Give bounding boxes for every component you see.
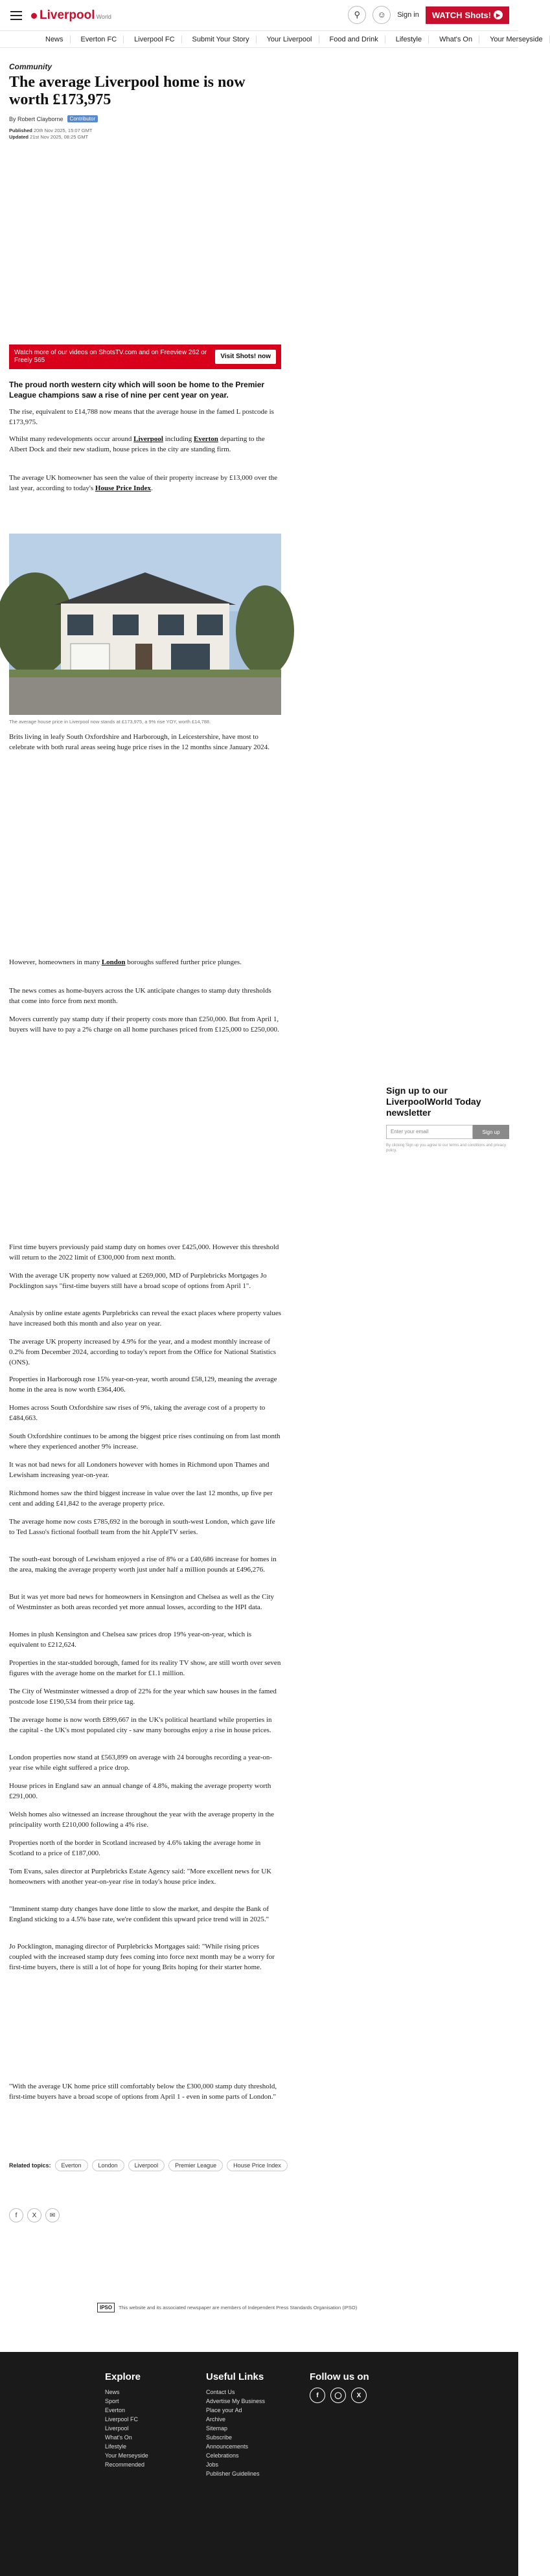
footer-link[interactable]: Recommended xyxy=(105,2461,145,2468)
article-headline: The average Liverpool home is now worth £173,975 xyxy=(9,74,246,108)
liverpool-link[interactable]: Liverpool xyxy=(133,435,163,443)
footer-link[interactable]: Archive xyxy=(206,2416,226,2423)
nav-item[interactable]: Your Liverpool xyxy=(267,36,319,43)
paragraph: The south-east borough of Lewisham enjoyed a rise of 8% or a £40,686 increase for homes in the area, making the average property worth just under half a million pounds at £496,276. xyxy=(9,1555,277,1574)
footer-link[interactable]: Announcements xyxy=(206,2443,249,2450)
menu-icon[interactable] xyxy=(10,11,22,20)
paragraph: Properties north of the border in Scotland increased by 4.6% taking the average home in Scotland to a price of £187,000. xyxy=(9,1839,261,1857)
paragraph: Welsh homes also witnessed an increase throughout the year with the average property in the principality worth £210,000 following a 4% rise. xyxy=(9,1811,275,1829)
email-share-icon[interactable]: ✉ xyxy=(45,2208,60,2222)
paragraph: House prices in England saw an annual change of 4.8%, making the average property worth £291,000. xyxy=(9,1782,271,1800)
paragraph: Brits living in leafy South Oxfordshire and Harborough, in Leicestershire, have most to celebrate with both rural areas seeing huge price rises in the 12 months since January 2024. xyxy=(9,733,269,751)
promo-text: Watch more of our videos on ShotsTV.com and on Freeview 262 or Freely 565 xyxy=(14,349,207,364)
paragraph: The average UK homeowner has seen the value of their property increase by £13,000 over the last year, according to today's House Price Index. xyxy=(9,474,278,492)
play-icon: ▶ xyxy=(494,10,503,19)
paragraph: It was not bad news for all Londoners however with homes in Richmond upon Thames and Lewisham increasing year-on-year. xyxy=(9,1461,269,1479)
paragraph: First time buyers previously paid stamp duty on homes over £425,000. However this threshold will return to the 2022 limit of £300,000 from next month. xyxy=(9,1243,279,1261)
photo-caption: The average house price in Liverpool now stands at £173,975, a 9% rise YOY, worth £14,788. xyxy=(9,719,211,725)
logo-sub: World xyxy=(96,13,111,20)
facebook-share-icon[interactable]: f xyxy=(9,2208,23,2222)
everton-link[interactable]: Everton xyxy=(194,435,218,443)
footer-link[interactable]: Jobs xyxy=(206,2461,219,2468)
london-link[interactable]: London xyxy=(101,958,126,966)
footer-link[interactable]: Publisher Guidelines xyxy=(206,2470,260,2477)
paragraph: Properties in Harborough rose 15% year-on-year, worth around £58,129, meaning the average home in the area is now worth £364,406. xyxy=(9,1375,277,1394)
sign-in-link[interactable]: Sign in xyxy=(397,11,419,19)
footer-link[interactable]: Celebrations xyxy=(206,2452,239,2459)
footer-link[interactable]: News xyxy=(105,2389,120,2395)
footer-link[interactable]: Everton xyxy=(105,2407,126,2413)
footer-link[interactable]: Sport xyxy=(105,2398,119,2404)
search-icon[interactable]: ⚲ xyxy=(348,6,366,24)
newsletter-title: Sign up to our LiverpoolWorld Today newsletter xyxy=(386,1085,481,1118)
paragraph: Movers currently pay stamp duty if their property costs more than £250,000. But from April 1, buyers will have to pay a 2% charge on all home purchases priced from £125,000 to £250,000. xyxy=(9,1015,279,1034)
section-label[interactable]: Community xyxy=(9,62,52,71)
footer-link[interactable]: Liverpool xyxy=(105,2425,129,2432)
watch-brand: Shots! xyxy=(464,10,491,20)
x-share-icon[interactable]: X xyxy=(27,2208,41,2222)
article-header xyxy=(9,62,281,141)
footer-follow-title: Follow us on xyxy=(310,2371,369,2382)
published-date: 20th Nov 2025, 15:07 GMT xyxy=(33,128,93,133)
logo-main: Liverpool xyxy=(40,8,95,22)
nav-item[interactable]: Everton FC xyxy=(81,36,124,43)
ipso-text: This website and its associated newspaper are members of Independent Press Standards Organisation (IPSO) xyxy=(119,2305,358,2310)
top-bar xyxy=(0,0,518,31)
newsletter-signup-button[interactable]: Sign up xyxy=(473,1125,509,1139)
paragraph: London properties now stand at £563,899 on average with 24 boroughs recording a year-on-year rise while eight suffered a price drop. xyxy=(9,1754,273,1772)
updated-label: Updated xyxy=(9,134,29,140)
updated-date: 21st Nov 2025, 08:25 GMT xyxy=(30,134,89,140)
footer-link[interactable]: Subscribe xyxy=(206,2434,233,2441)
paragraph: However, homeowners in many London boroughs suffered further price plunges. xyxy=(9,958,242,966)
nav-item[interactable]: Liverpool FC xyxy=(134,36,181,43)
watch-shots-button[interactable] xyxy=(426,6,509,24)
footer-follow xyxy=(310,2371,369,2403)
newsletter-terms: By clicking Sign up you agree to our terms and conditions and privacy policy. xyxy=(386,1144,507,1153)
facebook-icon[interactable]: f xyxy=(310,2388,325,2403)
footer-link[interactable]: Liverpool FC xyxy=(105,2416,139,2423)
paragraph: The average home now costs £785,692 in the borough in south-west London, which gave life to Ted Lasso's fictional football team from the hit AppleTV series. xyxy=(9,1518,275,1536)
footer-explore-title: Explore xyxy=(105,2371,141,2382)
paragraph: Analysis by online estate agents Purplebricks can reveal the exact places where property values have increased both this month and also year on year. xyxy=(9,1309,281,1328)
site-footer xyxy=(0,2352,518,2576)
watch-label: WATCH xyxy=(431,10,463,20)
paragraph: The City of Westminster witnessed a drop of 22% for the year which saw houses in the famed postcode lose £190,534 from their price tag. xyxy=(9,1688,277,1706)
byline xyxy=(9,115,281,122)
paragraph: South Oxfordshire continues to be among the biggest price rises continuing on from last month where they experienced another 9% increase. xyxy=(9,1432,281,1451)
author-name[interactable]: By Robert Clayborne xyxy=(9,115,63,122)
nav-item[interactable]: Your Merseyside xyxy=(490,36,550,43)
site-logo[interactable] xyxy=(31,8,111,23)
related-topics xyxy=(9,2160,314,2171)
visit-shots-button[interactable]: Visit Shots! now xyxy=(215,350,276,364)
paragraph: "Imminent stamp duty changes have done little to slow the market, and despite the Bank of England sticking to a 4.5% base rate, we're confident this upward price trend will in 2025." xyxy=(9,1905,269,1923)
footer-link[interactable]: Place your Ad xyxy=(206,2407,242,2413)
logo-dot xyxy=(31,13,37,19)
ipso-notice xyxy=(97,2303,421,2312)
share-buttons xyxy=(9,2208,60,2222)
topic-tag[interactable]: House Price Index xyxy=(227,2160,288,2171)
footer-link[interactable]: Sitemap xyxy=(206,2425,228,2432)
paragraph: Properties in the star-studded borough, famed for its reality TV show, are still worth over seven figures with the average home on the market for £1.1 million. xyxy=(9,1659,281,1677)
paragraph: The average UK property increased by 4.9% for the year, and a modest monthly increase of 0.2% from December 2024, according to today's report from the Office for National Statistics (ONS). xyxy=(9,1338,277,1366)
hpi-link[interactable]: House Price Index xyxy=(95,484,152,492)
paragraph: Homes across South Oxfordshire saw rises of 9%, taking the average cost of a property to £484,663. xyxy=(9,1404,266,1422)
paragraph: Tom Evans, sales director at Purplebricks Estate Agency said: "More excellent news for UK homeowners with another year-on-year rise in today's house price index. xyxy=(9,1868,272,1886)
article-photo[interactable] xyxy=(9,534,281,715)
related-topics-label: Related topics: xyxy=(9,2162,51,2169)
paragraph: Whilst many redevelopments occur around Liverpool including Everton departing to the Albert Dock and their new stadium, house prices in the city are standing firm. xyxy=(9,435,265,453)
paragraph: The news comes as home-buyers across the UK anticipate changes to stamp duty thresholds that come into force from next month. xyxy=(9,987,271,1005)
x-icon[interactable]: X xyxy=(351,2388,367,2403)
paragraph: Richmond homes saw the third biggest increase in value over the last 12 months, up five per cent and adding £41,842 to the average property price. xyxy=(9,1489,273,1508)
paragraph: Jo Pocklington, managing director of Purplebricks Mortgages said: "While rising prices coupled with the increased stamp duty fees coming into force next month may be a worry for first-time buyers, there is still a lot of hope for young Brits hoping for their starter home. xyxy=(9,1943,275,1971)
author-badge: Contributor xyxy=(67,115,98,122)
paragraph: "With the average UK home price still comfortably below the £300,000 stamp duty threshold, first-time buyers have a broad scope of options from April 1 - even in some parts of London." xyxy=(9,2083,277,2101)
footer-link[interactable]: What's On xyxy=(105,2434,132,2441)
instagram-icon[interactable]: ◯ xyxy=(330,2388,346,2403)
main-nav xyxy=(0,31,543,48)
footer-explore xyxy=(105,2371,148,2469)
paragraph: But it was yet more bad news for homeowners in Kensington and Chelsea as well as the City of Westminster as both areas recorded yet more annual losses, according to the HPI data. xyxy=(9,1593,275,1611)
topic-tag[interactable]: Everton xyxy=(55,2160,88,2171)
nav-item[interactable]: News xyxy=(45,36,71,43)
footer-useful-title: Useful Links xyxy=(206,2371,264,2382)
paragraph: The rise, equivalent to £14,788 now means that the average house in the famed L postcode is £173,975. xyxy=(9,408,274,426)
topic-tag[interactable]: Premier League xyxy=(168,2160,223,2171)
footer-link[interactable]: Contact Us xyxy=(206,2389,235,2395)
user-icon[interactable]: ☺ xyxy=(372,6,391,24)
paragraph: Homes in plush Kensington and Chelsea saw prices drop 19% year-on-year, which is equivalent to £212,624. xyxy=(9,1631,252,1649)
footer-link[interactable]: Advertise My Business xyxy=(206,2398,266,2404)
paragraph: The average home is now worth £899,667 in the UK's political heartland while properties in the capital - the UK's most populated city - saw many boroughs enjoy a rise in house prices. xyxy=(9,1716,272,1734)
nav-item[interactable]: Submit Your Story xyxy=(192,36,257,43)
topic-tag[interactable]: Liverpool xyxy=(128,2160,165,2171)
topic-tag[interactable]: London xyxy=(92,2160,124,2171)
newsletter-email-input[interactable]: Enter your email xyxy=(386,1125,473,1139)
newsletter-signup xyxy=(386,1085,509,1153)
nav-item[interactable]: Food and Drink xyxy=(330,36,385,43)
shots-promo-banner[interactable] xyxy=(9,345,281,369)
footer-useful-links xyxy=(206,2371,265,2478)
nav-item[interactable]: What's On xyxy=(439,36,479,43)
footer-link[interactable]: Lifestyle xyxy=(105,2443,127,2450)
footer-link[interactable]: Your Merseyside xyxy=(105,2452,148,2459)
article-dates xyxy=(9,128,281,141)
ipso-badge[interactable]: IPSO xyxy=(97,2303,115,2312)
published-label: Published xyxy=(9,128,32,133)
article-lead: The proud north western city which will soon be home to the Premier League champions saw a rise of nine per cent year on year. xyxy=(9,380,265,400)
nav-item[interactable]: Lifestyle xyxy=(396,36,429,43)
paragraph: With the average UK property now valued at £269,000, MD of Purplebricks Mortgages Jo Pocklington says "first-time buyers still have a broad scope of options from April 1". xyxy=(9,1272,267,1290)
